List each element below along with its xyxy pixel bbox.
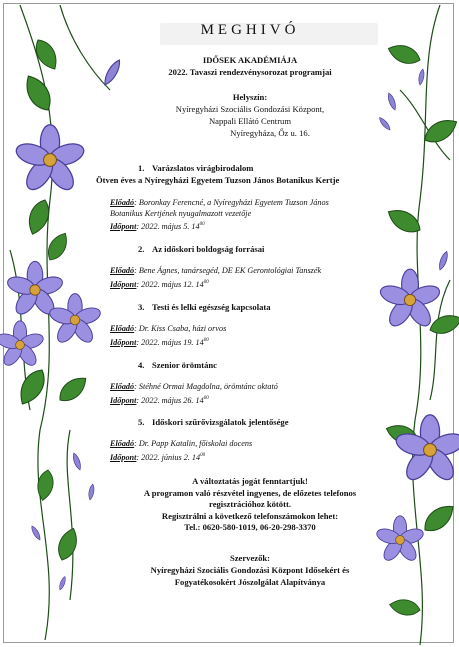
program-item-time: Időpont: 2022. május 26. $14^{00}$ (110, 396, 209, 405)
notice-line-2: A programon való részvétel ingyenes, de előzetes telefonos (143, 488, 357, 498)
page-title: MEGHIVÓ (200, 22, 300, 38)
notice-line-3: regisztrációhoz kötött. (209, 499, 291, 509)
program-item-title: 5. Időskori szűrővizsgálatok jelentősége (138, 417, 289, 427)
venue-line-1: Nyíregyházi Szociális Gondozási Központ, (175, 104, 325, 114)
phone-numbers: Tel.: 0620-580-1019, 06-20-298-3370 (184, 522, 316, 532)
program-item-title: 1. Varázslatos virágbirodalom (138, 163, 254, 173)
organizers-label: Szervezők: (229, 553, 271, 563)
program-item-speaker: Előadó: Bene Ágnes, tanársegéd, DE EK Gerontológiai Tanszék (110, 266, 322, 275)
program-item-subtitle: Ötven éves a Nyíregyházi Egyetem Tuzson János Botanikus Kertje (96, 175, 340, 185)
program-item-speaker-cont: Botanikus Kertjének nyugalmazott vezetője (110, 209, 252, 218)
program-item-speaker: Előadó: Dr. Kiss Csaba, házi orvos (110, 324, 227, 333)
organizers-line-2: Fogyatékosokért Jószolgálat Alapítványa (174, 577, 326, 587)
program-item-time: Időpont: 2022. május 5. $14^{00}$ (110, 222, 205, 231)
venue-line-2: Nappali Ellátó Centrum (208, 116, 292, 126)
program-item-title: 3. Testi és lelki egészség kapcsolata (138, 302, 271, 312)
program-item-title: 2. Az időskori boldogság forrásai (138, 244, 265, 254)
program-item-speaker: Előadó: Boronkay Ferencné, a Nyíregyházi Egyetem Tuzson János (110, 198, 329, 207)
notice-line-4: Regisztrálni a következő telefonszámokon lehet: (161, 511, 339, 521)
venue-label: Helyszín: (232, 92, 268, 102)
notice-line-1: A változtatás jogát fenntartjuk! (192, 476, 308, 486)
program-item-speaker: Előadó: Stéhné Ormai Magdolna, örömtánc oktató (110, 382, 278, 391)
organizers-line-1: Nyíregyházi Szociális Gondozási Központ Idősekért és (150, 565, 350, 575)
program-item-time: Időpont: 2022. június 2. $14^{00}$ (110, 453, 206, 462)
program-item-title: 4. Szenior örömtánc (138, 360, 217, 370)
program-item-time: Időpont: 2022. május 19. $14^{00}$ (110, 338, 209, 347)
venue-line-3: Nyíregyháza, Őz u. 16. (230, 128, 310, 138)
program-item-speaker: Előadó: Dr. Papp Katalin, főiskolai docens (110, 439, 253, 448)
program-item-time: Időpont: 2022. május 12. $14^{00}$ (110, 280, 209, 289)
org-name: IDŐSEK AKADÉMIÁJA (202, 55, 298, 65)
subtitle: 2022. Tavaszi rendezvénysorozat programjai (168, 67, 332, 77)
